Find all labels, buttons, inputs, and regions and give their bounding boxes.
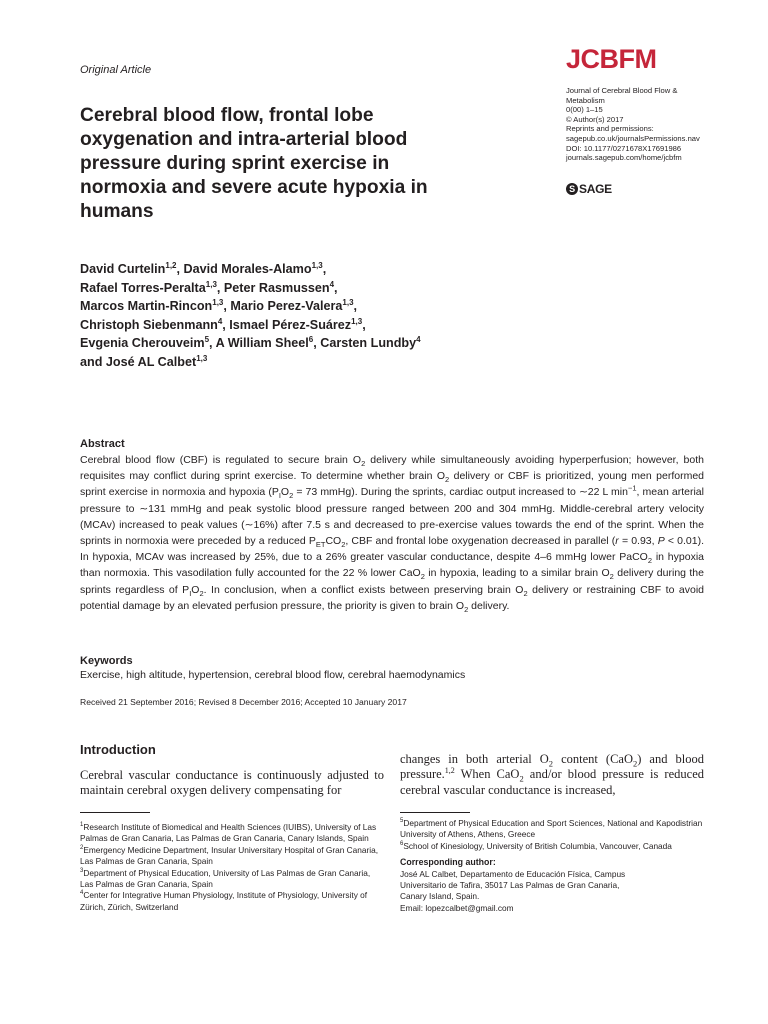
publisher-name: SAGE: [579, 182, 612, 196]
journal-meta-line: Metabolism: [566, 95, 605, 105]
affiliation-footnote: $^6$School of Kinesiology, University of British Columbia, Vancouver, Canada: [400, 840, 672, 851]
author-name: A William Sheel: [215, 336, 309, 350]
abstract-heading: Abstract: [80, 438, 125, 450]
affiliations-left: [80, 822, 384, 913]
article-type: Original Article: [80, 64, 152, 76]
affiliation-footnote: $^3$Department of Physical Education, University of Las Palmas de Gran Canaria, Las Palmas de Gran Canaria, Spain: [80, 867, 371, 890]
corresponding-line: Universitario de Tafira, 35017 Las Palmas de Gran Canaria,: [400, 880, 620, 891]
author-affiliation: 4: [416, 334, 421, 344]
author-affiliation: 4: [217, 316, 223, 326]
keywords-heading: Keywords: [80, 655, 133, 667]
sage-icon: S: [566, 183, 578, 195]
affiliation-footnote: $^1$Research Institute of Biomedical and Health Sciences (IUIBS), University of Las Palmas de Gran Canaria, Las Palmas de Gran Canaria, Canary Islands, Spain: [80, 822, 377, 844]
affiliation-footnote: $^4$Center for Integrative Human Physiology, Institute of Physiology, University of Zürich, Zürich, Switzerland: [80, 890, 368, 912]
article-title: Cerebral blood flow, frontal lobe oxygenation and intra-arterial blood pressure during sprint exercise in normoxia and severe acute hypoxia in humans: [80, 105, 428, 222]
journal-meta-line: 0(00) 1–15: [566, 105, 603, 115]
journal-logo: JCBFM: [566, 44, 657, 74]
author-name: Carsten Lundby: [320, 336, 417, 350]
journal-meta-line: Journal of Cerebral Blood Flow &: [566, 86, 678, 95]
journal-meta-line: © Author(s) 2017: [566, 114, 624, 124]
journal-meta-line: Reprints and permissions:: [566, 124, 654, 134]
footnote-divider: [80, 812, 150, 813]
author-affiliation: 1,2: [165, 260, 177, 270]
abstract-text: Cerebral blood flow (CBF) is regulated to secure brain $O_2$ delivery while simultaneously avoiding hyperperfusion; however, both requisites may conflict during sprint exercise. To determine whether brain $O_2$ delivery or CBF is prioritized, young men performed sprint exercise in normoxia and hypoxia ($P_IO_2 = 73$ mmHg). During the sprints, cardiac output increased to ∼22 L $\min^{-1}$, mean arterial pressure to ∼131 mmHg and peak systolic blood pressure ranged between 200 and 304 mmHg. Middle-cerebral artery velocity (MCAv) increased to peak values (∼16%) after 7.5 s and decreased to pre-exercise values towards the end of the sprint. When the sprints in normoxia were preceded by a reduced $P_{ET}CO_2$, CBF and frontal lobe oxygenation decreased in parallel (r = 0.93, P < 0.01). In hypoxia, MCAv was increased by 25%, due to a 26% greater vascular conductance, despite 4–6 mmHg lower PaCO$_2$ in hypoxia than normoxia. This vasodilation fully accounted for the 22 % lower CaO$_2$ in hypoxia, leading to a similar brain $O_2$ delivery during the sprints regardless of $P_IO_2$. In conclusion, when a conflict exists between preserving brain $O_2$ delivery or restraining CBF to avoid potential damage by an elevated perfusion pressure, the priority is given to brain $O_2$ delivery.: [80, 454, 705, 614]
author-affiliation: 1,3: [196, 353, 208, 363]
affiliation-footnote: $^5$Department of Physical Education and Sport Sciences, National and Kapodistrian University of Athens, Athens, Greece: [400, 818, 703, 840]
introduction-heading: Introduction: [80, 742, 156, 757]
publisher-logo: [566, 182, 612, 196]
author-affiliation: 6: [308, 334, 314, 344]
journal-meta: [566, 86, 736, 163]
author-affiliation: 1,3: [205, 279, 217, 289]
author-affiliation: 5: [204, 334, 210, 344]
author-name: David Curtelin: [80, 262, 166, 276]
author-name: Christoph Siebenmann: [80, 317, 218, 332]
author-name: Marcos Martin-Rincon: [80, 299, 213, 313]
corresponding-heading: Corresponding author:: [400, 857, 496, 868]
author-list: David Curtelin$^{1,2}$, David Morales-Alamo$^{1,3}$, Rafael Torres-Peralta$^{1,3}$, Peter Rasmussen$^4$, Marcos Martin-Rincon$^{1,3}$, Mario Perez-Valera$^{1,3}$, Christoph Siebenmann$^4$, Ismael Pérez-Suárez$^{1,3}$, Evgenia Cherouveim$^5$, A William Sheel$^6$, Carsten Lundby$^4$ and José AL Calbet$^{1,3}$: [80, 260, 421, 369]
keywords-text: Exercise, high altitude, hypertension, cerebral blood flow, cerebral haemodynamics: [80, 669, 466, 681]
author-affiliation: 1,3: [351, 316, 363, 326]
affiliations-right: [400, 818, 704, 914]
author-affiliation: 1,3: [342, 297, 354, 307]
author-name: Mario Perez-Valera: [230, 299, 343, 313]
corresponding-line: José AL Calbet, Departamento de Educación Física, Campus: [400, 868, 626, 879]
author-name: Rafael Torres-Peralta: [80, 280, 206, 295]
author-affiliation: 4: [329, 279, 335, 289]
author-name: and José AL Calbet: [80, 354, 197, 369]
footnote-divider: [400, 812, 470, 813]
corresponding-email[interactable]: Email: lopezcalbet@gmail.com: [400, 902, 514, 913]
journal-meta-line[interactable]: journals.sagepub.com/home/jcbfm: [566, 153, 682, 163]
journal-meta-line: DOI: 10.1177/0271678X17691986: [566, 143, 682, 153]
affiliation-footnote: $^2$Emergency Medicine Department, Insular Universitary Hospital of Gran Canaria, Las Palmas de Gran Canaria, Spain: [80, 844, 379, 867]
author-name: Ismael Pérez-Suárez: [229, 317, 352, 332]
author-name: Evgenia Cherouveim: [80, 336, 205, 350]
introduction-col1: Cerebral vascular conductance is continuously adjusted to maintain cerebral oxygen delivery compensating for: [80, 768, 384, 798]
author-name: Peter Rasmussen: [223, 280, 330, 295]
corresponding-line: Canary Island, Spain.: [400, 891, 480, 902]
introduction-col2: changes in both arterial $O_2$ content (CaO$_2$) and blood pressure.$^{1,2}$ When CaO$_2$ and/or blood pressure is reduced cerebral vascular conductance is increased,: [400, 752, 704, 797]
author-affiliation: 1,3: [311, 260, 323, 270]
author-name: David Morales-Alamo: [183, 262, 312, 276]
journal-meta-line[interactable]: sagepub.co.uk/journalsPermissions.nav: [566, 133, 700, 143]
received-dates: Received 21 September 2016; Revised 8 December 2016; Accepted 10 January 2017: [80, 697, 407, 707]
author-affiliation: 1,3: [212, 297, 224, 307]
